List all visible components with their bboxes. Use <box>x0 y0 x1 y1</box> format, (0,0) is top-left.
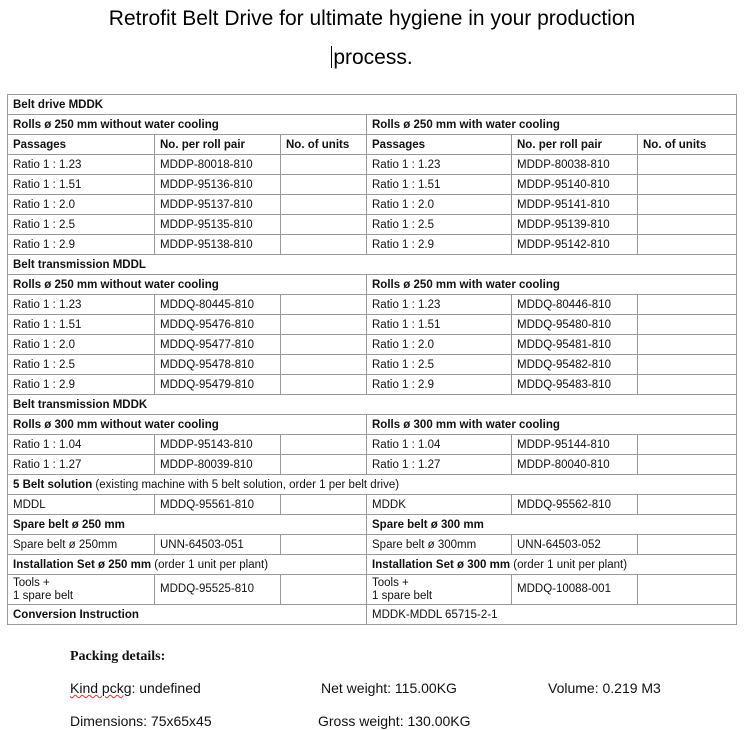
units-cell <box>638 435 737 455</box>
spare-right-item: Spare belt ø 300mm <box>367 535 512 555</box>
spare-right-title: Spare belt ø 300 mm <box>367 515 737 535</box>
units-cell <box>281 455 367 475</box>
kind-package <box>70 680 201 696</box>
five-belt-note: (existing machine with 5 belt solution, order 1 per belt drive) <box>92 478 400 491</box>
five-belt-left-item: MDDL <box>8 495 155 515</box>
passage-cell: Ratio 1 : 1.23 <box>8 155 155 175</box>
units-cell <box>638 235 737 255</box>
part-number-cell: MDDP-95143-810 <box>155 435 281 455</box>
page-title-line-2 <box>0 46 744 70</box>
part-number-cell: MDDP-95139-810 <box>512 215 638 235</box>
install-right-title-cell <box>367 555 737 575</box>
column-header: Passages <box>367 135 512 155</box>
passage-cell: Ratio 1 : 2.0 <box>8 195 155 215</box>
units-cell <box>281 375 367 395</box>
units-cell <box>281 495 367 515</box>
part-number-cell: MDDQ-80445-810 <box>155 295 281 315</box>
install-left-code: MDDQ-95525-810 <box>155 575 281 605</box>
units-cell <box>281 535 367 555</box>
table-row <box>8 115 737 135</box>
part-number-cell: MDDP-80038-810 <box>512 155 638 175</box>
column-header: No. of units <box>281 135 367 155</box>
page-title-line-1: Retrofit Belt Drive for ultimate hygiene in your production <box>108 7 636 30</box>
passage-cell: Ratio 1 : 1.23 <box>8 295 155 315</box>
units-cell <box>638 375 737 395</box>
install-left-note: (order 1 unit per plant) <box>151 558 269 571</box>
units-cell <box>638 355 737 375</box>
units-cell <box>281 155 367 175</box>
install-left-title-cell <box>8 555 367 575</box>
install-left-item-line2: 1 spare belt <box>13 589 74 602</box>
part-number-cell: MDDQ-80446-810 <box>512 295 638 315</box>
part-number-cell: MDDP-95138-810 <box>155 235 281 255</box>
table-row <box>8 215 737 235</box>
page-title-line-2-text: process. <box>333 46 413 69</box>
units-cell <box>638 315 737 335</box>
units-cell <box>638 335 737 355</box>
part-number-cell: MDDQ-95480-810 <box>512 315 638 335</box>
table-row <box>8 255 737 275</box>
part-number-cell: MDDP-95141-810 <box>512 195 638 215</box>
five-belt-right-code: MDDQ-95562-810 <box>512 495 638 515</box>
passage-cell: Ratio 1 : 1.51 <box>367 175 512 195</box>
section-title: Belt drive MDDK <box>8 95 737 115</box>
table-row <box>8 355 737 375</box>
part-number-cell: MDDQ-95476-810 <box>155 315 281 335</box>
left-group-header: Rolls ø 250 mm without water cooling <box>8 275 367 295</box>
table-row <box>8 335 737 355</box>
table-row <box>8 415 737 435</box>
install-left-item-line1: Tools + <box>13 576 50 589</box>
install-right-note: (order 1 unit per plant) <box>510 558 628 571</box>
passage-cell: Ratio 1 : 1.27 <box>8 455 155 475</box>
table-row <box>8 575 737 605</box>
right-group-header: Rolls ø 300 mm with water cooling <box>367 415 737 435</box>
passage-cell: Ratio 1 : 1.51 <box>367 315 512 335</box>
section-title: Belt transmission MDDL <box>8 255 737 275</box>
passage-cell: Ratio 1 : 2.0 <box>367 335 512 355</box>
part-number-cell: MDDP-95136-810 <box>155 175 281 195</box>
part-number-cell: MDDP-95135-810 <box>155 215 281 235</box>
five-belt-right-item: MDDK <box>367 495 512 515</box>
table-row <box>8 435 737 455</box>
passage-cell: Ratio 1 : 2.0 <box>367 195 512 215</box>
spare-left-item: Spare belt ø 250mm <box>8 535 155 555</box>
five-belt-title-cell <box>8 475 737 495</box>
belt-drive-table <box>7 94 737 625</box>
units-cell <box>638 195 737 215</box>
install-left-title: Installation Set ø 250 mm <box>13 558 152 571</box>
units-cell <box>281 175 367 195</box>
install-left-item <box>8 575 155 605</box>
table-row <box>8 555 737 575</box>
table-row <box>8 275 737 295</box>
table-row <box>8 175 737 195</box>
table-row <box>8 295 737 315</box>
kind-value: : undefined <box>131 680 201 696</box>
units-cell <box>638 535 737 555</box>
units-cell <box>638 455 737 475</box>
part-number-cell: MDDQ-95482-810 <box>512 355 638 375</box>
passage-cell: Ratio 1 : 2.5 <box>367 215 512 235</box>
table-row <box>8 235 737 255</box>
packing-heading: Packing details: <box>70 649 166 664</box>
column-header: No. of units <box>638 135 737 155</box>
install-right-item-line2: 1 spare belt <box>372 589 433 602</box>
left-group-header: Rolls ø 300 mm without water cooling <box>8 415 367 435</box>
dimensions: Dimensions: 75x65x45 <box>70 713 212 729</box>
conversion-value: MDDK-MDDL 65715-2-1 <box>367 605 737 625</box>
part-number-cell: MDDP-95142-810 <box>512 235 638 255</box>
part-number-cell: MDDQ-95477-810 <box>155 335 281 355</box>
kind-label: Kind pckg <box>70 680 132 696</box>
table-row <box>8 475 737 495</box>
passage-cell: Ratio 1 : 2.5 <box>8 215 155 235</box>
part-number-cell: MDDP-95137-810 <box>155 195 281 215</box>
part-number-cell: MDDQ-95481-810 <box>512 335 638 355</box>
column-header: No. per roll pair <box>155 135 281 155</box>
part-number-cell: MDDP-80040-810 <box>512 455 638 475</box>
part-number-cell: MDDQ-95478-810 <box>155 355 281 375</box>
table-row <box>8 315 737 335</box>
table-row <box>8 395 737 415</box>
units-cell <box>638 215 737 235</box>
passage-cell: Ratio 1 : 1.27 <box>367 455 512 475</box>
units-cell <box>638 155 737 175</box>
passage-cell: Ratio 1 : 2.9 <box>367 235 512 255</box>
passage-cell: Ratio 1 : 2.9 <box>8 235 155 255</box>
passage-cell: Ratio 1 : 2.5 <box>8 355 155 375</box>
part-number-cell: MDDP-95144-810 <box>512 435 638 455</box>
passage-cell: Ratio 1 : 1.51 <box>8 315 155 335</box>
passage-cell: Ratio 1 : 1.04 <box>8 435 155 455</box>
section-title: Belt transmission MDDK <box>8 395 737 415</box>
five-belt-left-code: MDDQ-95561-810 <box>155 495 281 515</box>
left-group-header: Rolls ø 250 mm without water cooling <box>8 115 367 135</box>
table-row <box>8 375 737 395</box>
net-weight: Net weight: 115.00KG <box>321 680 457 696</box>
passage-cell: Ratio 1 : 2.9 <box>8 375 155 395</box>
table-row <box>8 95 737 115</box>
right-group-header: Rolls ø 250 mm with water cooling <box>367 115 737 135</box>
passage-cell: Ratio 1 : 2.9 <box>367 375 512 395</box>
column-header: No. per roll pair <box>512 135 638 155</box>
units-cell <box>638 175 737 195</box>
install-right-code: MDDQ-10088-001 <box>512 575 638 605</box>
part-number-cell: MDDP-80039-810 <box>155 455 281 475</box>
volume: Volume: 0.219 M3 <box>548 680 661 696</box>
units-cell <box>638 575 737 605</box>
spare-left-code: UNN-64503-051 <box>155 535 281 555</box>
units-cell <box>281 335 367 355</box>
table-row <box>8 455 737 475</box>
units-cell <box>281 295 367 315</box>
part-number-cell: MDDP-95140-810 <box>512 175 638 195</box>
install-right-item <box>367 575 512 605</box>
passage-cell: Ratio 1 : 1.51 <box>8 175 155 195</box>
gross-weight: Gross weight: 130.00KG <box>318 713 471 729</box>
passage-cell: Ratio 1 : 2.5 <box>367 355 512 375</box>
right-group-header: Rolls ø 250 mm with water cooling <box>367 275 737 295</box>
passage-cell: Ratio 1 : 1.04 <box>367 435 512 455</box>
units-cell <box>281 215 367 235</box>
part-number-cell: MDDP-80018-810 <box>155 155 281 175</box>
passage-cell: Ratio 1 : 1.23 <box>367 295 512 315</box>
table-row <box>8 135 737 155</box>
units-cell <box>638 495 737 515</box>
part-number-cell: MDDQ-95483-810 <box>512 375 638 395</box>
part-number-cell: MDDQ-95479-810 <box>155 375 281 395</box>
table-row <box>8 605 737 625</box>
column-header: Passages <box>8 135 155 155</box>
spare-right-code: UNN-64503-052 <box>512 535 638 555</box>
table-row <box>8 515 737 535</box>
units-cell <box>281 315 367 335</box>
table-row <box>8 195 737 215</box>
units-cell <box>281 575 367 605</box>
five-belt-title: 5 Belt solution <box>13 478 93 491</box>
units-cell <box>281 235 367 255</box>
units-cell <box>281 435 367 455</box>
units-cell <box>281 355 367 375</box>
units-cell <box>638 295 737 315</box>
units-cell <box>281 195 367 215</box>
passage-cell: Ratio 1 : 1.23 <box>367 155 512 175</box>
conversion-label: Conversion Instruction <box>8 605 367 625</box>
spare-left-title: Spare belt ø 250 mm <box>8 515 367 535</box>
table-row <box>8 155 737 175</box>
install-right-title: Installation Set ø 300 mm <box>372 558 511 571</box>
table-row <box>8 535 737 555</box>
passage-cell: Ratio 1 : 2.0 <box>8 335 155 355</box>
table-row <box>8 495 737 515</box>
install-right-item-line1: Tools + <box>372 576 409 589</box>
table-body <box>8 95 737 625</box>
